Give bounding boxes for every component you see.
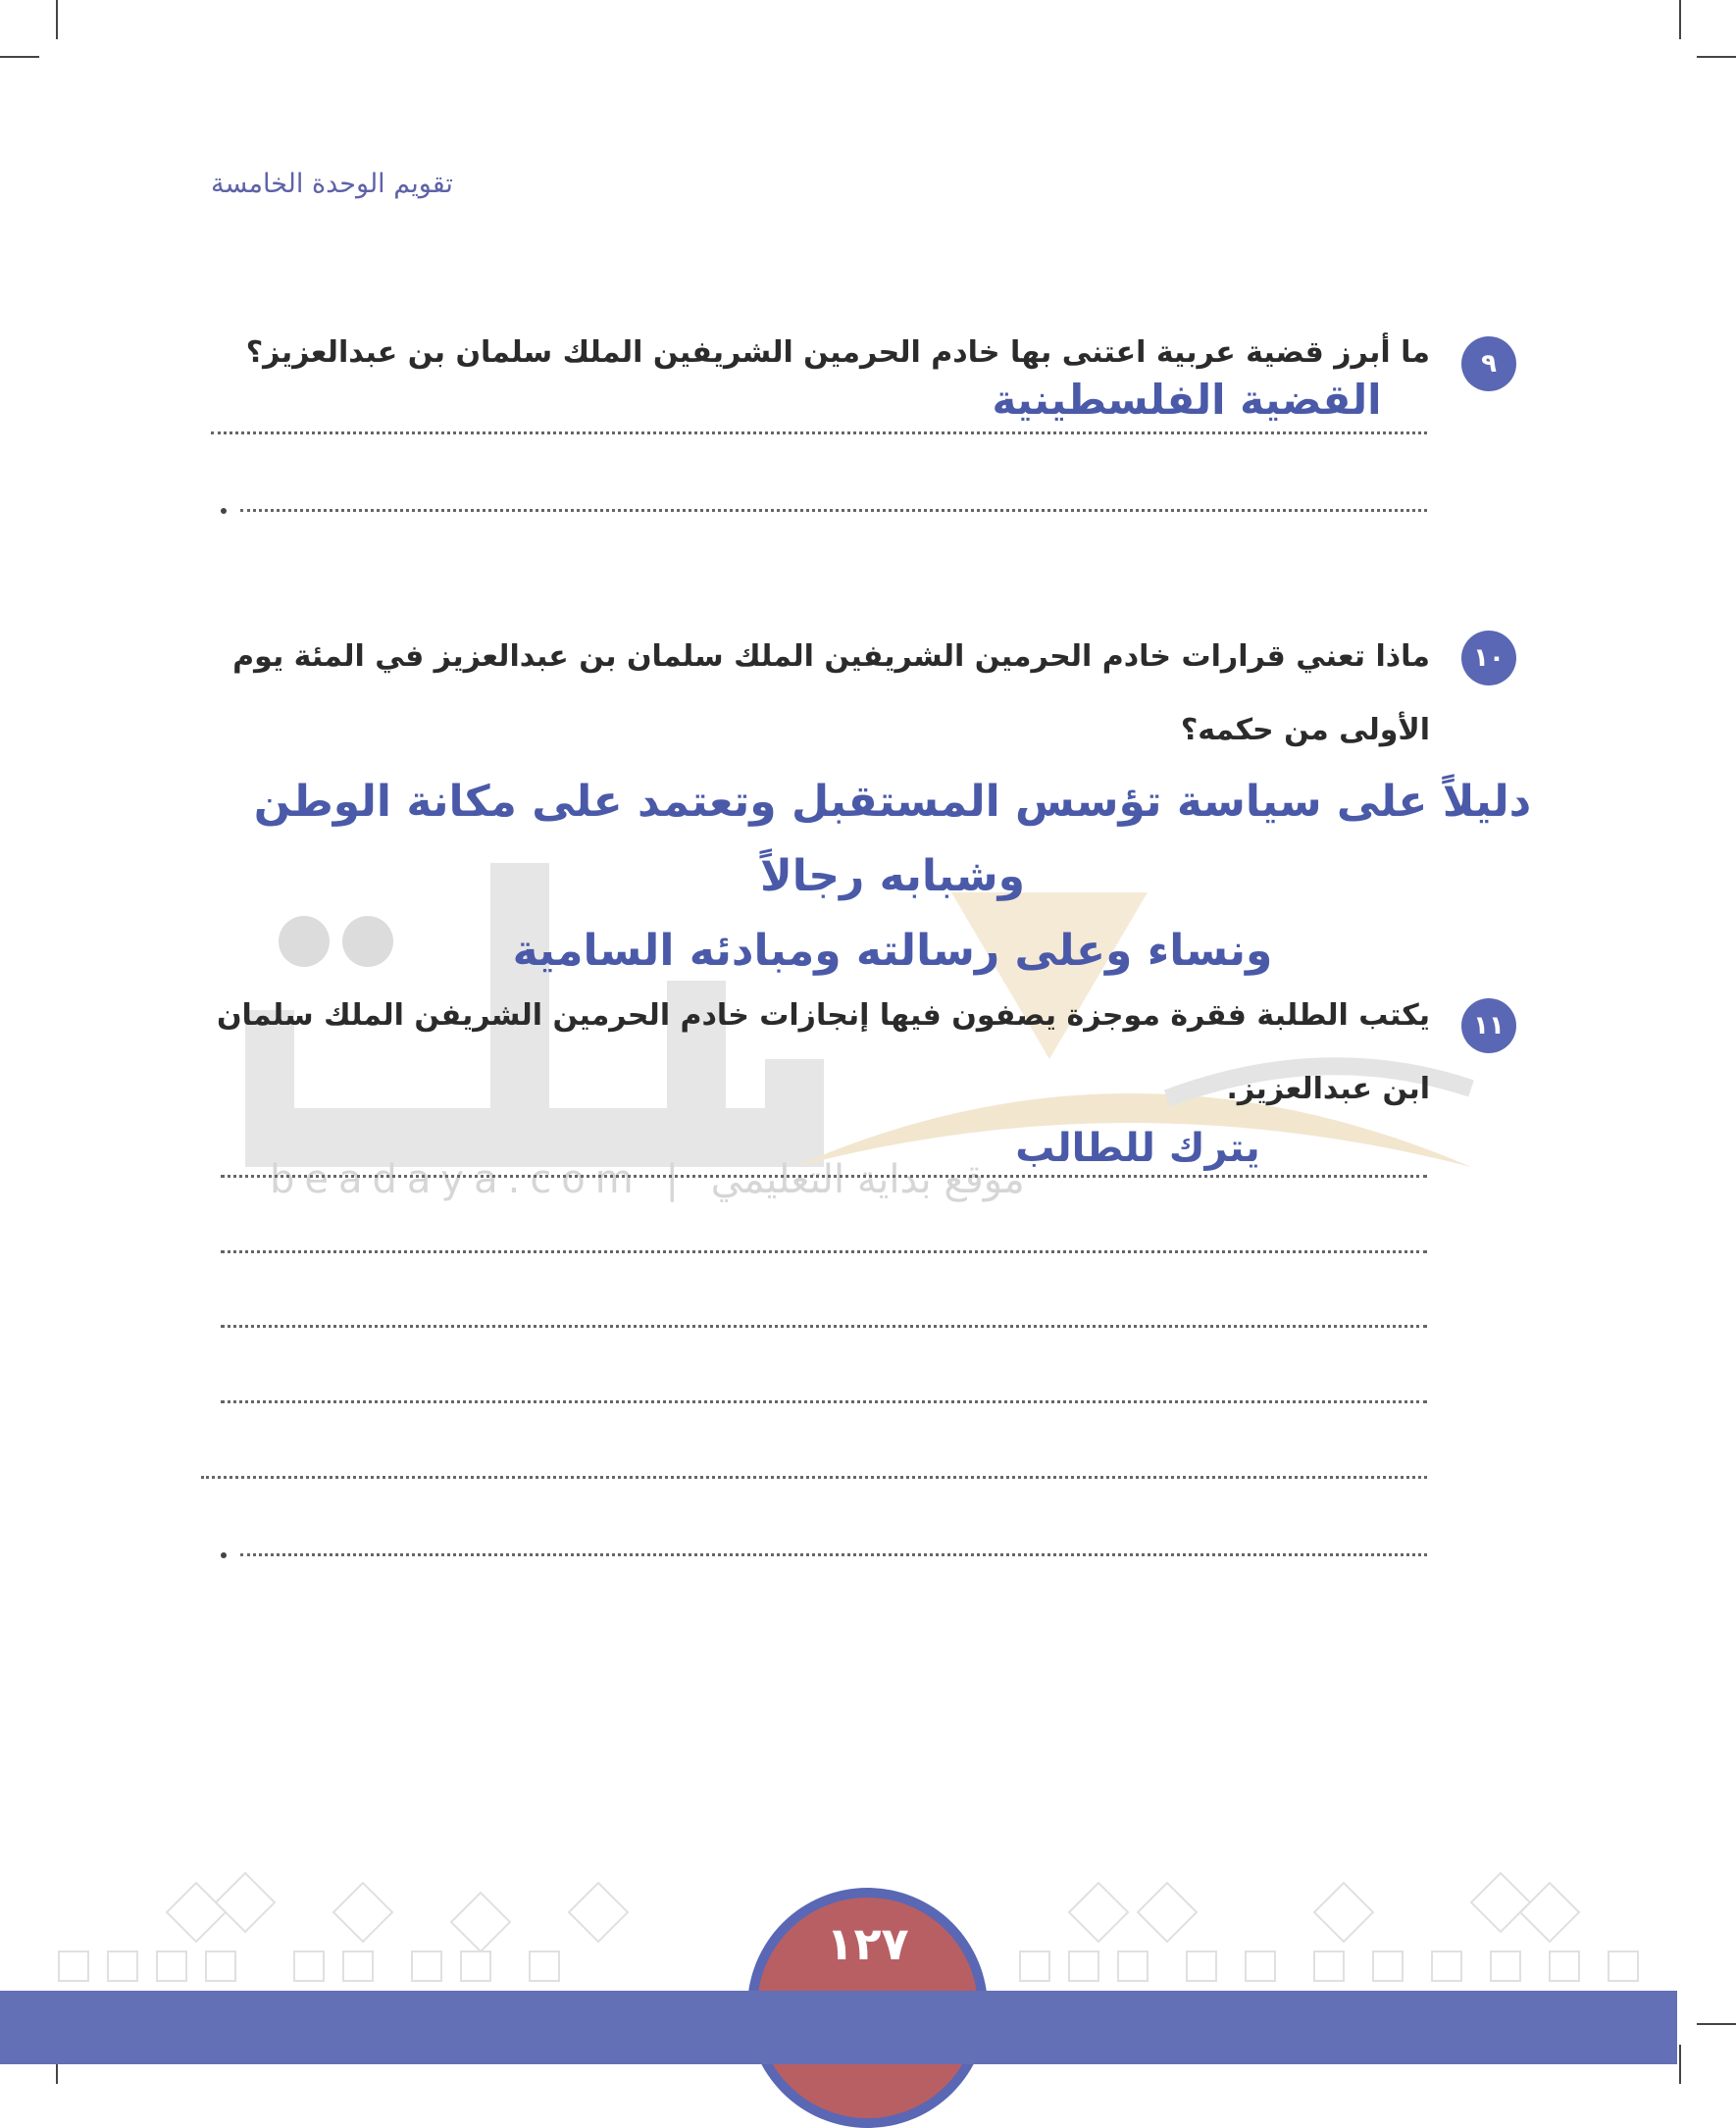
answer-line — [221, 1325, 1427, 1328]
answer-line — [201, 1476, 1427, 1479]
answer-line — [221, 1175, 1427, 1178]
answer-line — [221, 1400, 1427, 1403]
answer-text: يترك للطالب — [1015, 1126, 1260, 1171]
footer-bar — [0, 1991, 1677, 2064]
crop-mark — [0, 56, 39, 58]
line-end-dot — [221, 1552, 227, 1558]
crop-mark — [1697, 2023, 1736, 2025]
question-line: ماذا تعني قرارات خادم الحرمين الشريفين الملك سلمان بن عبدالعزيز في المئة يوم — [232, 639, 1430, 674]
question-number: ١١ — [1473, 1011, 1505, 1040]
answer-line — [240, 1553, 1427, 1556]
page-header-title: تقويم الوحدة الخامسة — [211, 169, 453, 199]
question-text — [204, 979, 1430, 1126]
answer-text — [177, 765, 1608, 988]
line-end-dot — [221, 508, 227, 514]
crop-mark — [56, 0, 58, 39]
question-line: ما أبرز قضية عربية اعتنى بها خادم الحرمين الشريفين الملك سلمان بن عبدالعزيز؟ — [245, 335, 1430, 370]
page-number: ١٢٧ — [826, 1917, 909, 1970]
question-text — [204, 620, 1430, 767]
crop-mark — [1697, 56, 1736, 58]
answer-text: القضية الفلسطينية — [992, 376, 1382, 424]
question-number: ١٠ — [1473, 643, 1505, 673]
answer-line — [211, 431, 1427, 434]
question-line: يكتب الطلبة فقرة موجزة يصفون فيها إنجازات خادم الحرمين الشريفن الملك سلمان — [216, 998, 1430, 1033]
crop-mark — [1679, 0, 1681, 39]
question-number: ٩ — [1481, 349, 1497, 379]
watermark-text: beadaya.com | موقع بداية التعليمي — [270, 1157, 1025, 1202]
question-number-badge — [1461, 998, 1516, 1053]
question-number-badge — [1461, 631, 1516, 685]
question-line: الأولى من حكمه؟ — [1180, 713, 1430, 747]
answer-line — [240, 509, 1427, 512]
answer-line-text: دليلاً على سياسة تؤسس المستقبل وتعتمد على مكانة الوطن وشبابه رجالاً — [253, 777, 1532, 901]
answer-line — [221, 1250, 1427, 1253]
question-line: ابن عبدالعزيز. — [1226, 1072, 1430, 1106]
crop-mark — [1679, 2045, 1681, 2084]
answer-line-text: ونساء وعلى رسالته ومبادئه السامية — [512, 926, 1273, 976]
